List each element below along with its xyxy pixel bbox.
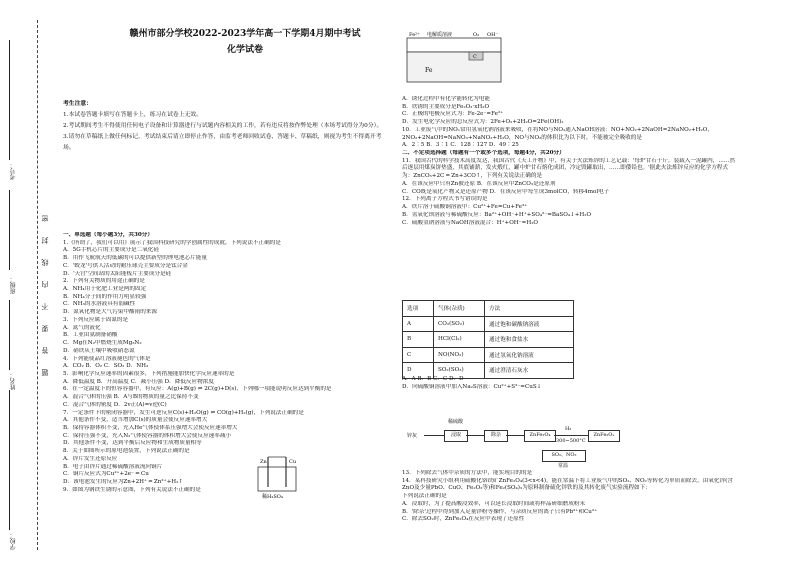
flow-reagent: 稀硫酸 <box>448 419 464 425</box>
school-label: 学校： <box>10 532 17 550</box>
question-line: 10．工业废气中的NOₓ常用氢氧化钠溶液来吸收，在将NO与NO₂通入NaOH溶液：NO+NO₂+2NaOH=2NaNO₂+H₂O，2NO₂+2NaOH=NaNO₃+NaNO₂+H₂O，NO与NO₂的体积比为以下时，不能被完全吸收的是 <box>402 126 713 141</box>
question-line: D．'天宫'空间站的太阳能板片主要成分是硅 <box>63 270 172 277</box>
question-line: 4．下列能使品红溶液褪色的气体是 <box>63 355 151 362</box>
table-cell: 通过饱和食盐水 <box>485 332 574 348</box>
seal-char: 要 <box>41 325 49 332</box>
question-line: C．Mg在N₂中燃烧生成Mg₃N₂ <box>63 340 142 347</box>
table-header-row <box>403 301 574 317</box>
exam-title: 赣州市部分学校2022-2023学年高一下学期4月期中考试 <box>129 29 361 39</box>
fe-label: Fe <box>425 67 433 74</box>
q13-answer-options: A．A B．B C．C D．D <box>402 376 464 382</box>
seal-char: 题 <box>41 369 49 376</box>
table-cell: CO₂(SO₂) <box>434 316 485 332</box>
question-line: C．混合气体的密度 D．2v正(A)=v逆(C) <box>63 401 167 408</box>
table-cell: D <box>403 363 434 379</box>
flow-step: 锌灰 <box>407 433 418 439</box>
question-line: C．硫酸氢钠溶液与NaOH溶液混合：H⁺+OH⁻=H₂O <box>402 219 539 226</box>
right-question-column-bottom <box>402 470 737 524</box>
question-line: B．工业由氨制备硝酸 <box>63 332 118 339</box>
binding-rule <box>9 300 10 370</box>
question-line: 5．影响化学反应速率的因素很多，下列措施能加快化学反应速率的是 <box>63 370 235 377</box>
question-line: C．'蛟龙'号供人活动的耐压球壳主要成分是钛合金 <box>63 262 188 269</box>
acid-label: 稀H₂SO₄ <box>262 494 283 499</box>
binding-strip <box>0 0 58 562</box>
seal-char: 内 <box>41 281 49 288</box>
question-line: A．锈化过程中有化学能转化为电能 <box>402 96 490 102</box>
exam-subtitle: 化学试卷 <box>226 45 263 55</box>
question-line: 14．某科技研究小组利用硫酸化铬铁矿ZnFe₂O₄(3<x<4)，能在常温下将工业废气中的SO₂、NO₂等转化为单质而除去，由氧化锌(含ZnO及少量PbO、CuO、Fe₂O₃等)和Fe₂(SO₄)₃为原料制备硫化锌铁的及其转化废气实验流程如下： <box>402 477 733 492</box>
question-line: A．在该反应中只有Zn被还原 B．在该反应中ZnCO₃是还原剂 <box>402 180 556 187</box>
question-line: 2．下列有关物质的用途正确的是 <box>63 278 145 285</box>
seal-char: 线 <box>41 259 49 266</box>
question-line: A．氮气的液化 <box>63 324 101 331</box>
table-cell: A <box>403 316 434 332</box>
table-cell: 通过氢氧化钠溶液 <box>485 347 574 363</box>
binding-rule <box>9 190 10 270</box>
seal-char: 封 <box>41 237 49 244</box>
question-line: C．除去SO₂时，ZnFe₂O₄在反应中表现了还原性 <box>402 516 525 523</box>
question-line: D．该电池发生的反应为Zn+2H⁺ ═ Zn²⁺+H₂↑ <box>63 479 184 485</box>
question-line: C．正极的电极反应式为：Fe-2e⁻=Fe²⁺ <box>402 111 504 118</box>
question-line: 二、不定项选择题（每题有一个或多个选项，每题4分，共20分） <box>402 150 565 157</box>
seal-char: 密 <box>41 215 49 222</box>
question-line: 12．下列离子方程式书写错误的是 <box>402 196 488 203</box>
flow-reagent: 常温 <box>558 463 569 469</box>
table-cell: 通过饱和碳酸钠溶液 <box>485 316 574 332</box>
question-line: 一、单选题（每小题3分，共30分） <box>63 232 153 238</box>
table-cell: NO(NO₂) <box>434 347 485 363</box>
flow-arrow <box>506 435 524 436</box>
question-line: 7．一定条件下的密闭容器中，发生可逆反应C(s)+H₂O(g) ⇌ CO(g)+H₂(g)，下列说法正确的是 <box>63 409 304 416</box>
question-line: D．向硫酸铜溶液中加入Na₂S溶液：Cu²⁺+S²⁻=CuS↓ <box>402 383 542 390</box>
table-header-cell: 选项 <box>403 301 434 317</box>
iron-block <box>407 52 501 82</box>
flow-step: 浸取 <box>444 430 468 442</box>
left-question-column <box>63 232 393 494</box>
class-label: 班级： <box>10 276 17 294</box>
table-cell: SO₂(SO₃) <box>434 363 485 379</box>
question-line: 下列说法正确的是 <box>402 493 447 500</box>
note-item: 1.本试卷答题卡填写在答题卡上，练习在试卷上无效。 <box>63 112 202 118</box>
table-row <box>403 316 574 332</box>
table-row <box>403 332 574 348</box>
question-line: B．'除杂'过程中得到加入足量锌粉等操作，与杂质反应的离子只有Pb²⁺和Cu²⁺ <box>402 508 598 515</box>
seal-dashed-line <box>37 20 38 550</box>
zn-label: Zn <box>260 459 267 465</box>
oh-label: OH⁻ <box>487 32 499 38</box>
table-cell: 通过澄清石灰水 <box>485 363 574 379</box>
question-line: C．保持压强不变，充入N₂气体使容器的体积增大会使反应速率减小 <box>63 432 232 439</box>
flow-arrow <box>554 435 588 436</box>
question-line: D．其他条件不变，达到平衡后反应物和生成物质量相等 <box>63 440 202 447</box>
table-row <box>403 347 574 363</box>
galvanic-cell-diagram <box>252 453 302 499</box>
seal-char: 不 <box>41 303 49 310</box>
electrolyte-layer <box>407 38 501 52</box>
question-line: 8．关于如图所示的原电池装置，下列说法正确的是 <box>63 448 190 455</box>
question-line: 1.《所谓了，我们可以用》展示了我国科技研究的学创属性的成就，下列说法不正确的是 <box>63 239 281 246</box>
question-line: 11．我国古代的科学技术高度发达，我国古代《天工开物》中，有关于火法炼锌的工艺记载：'每炉甘石十斤，装载入一泥罐内，……然后逐层用煤炭饼垫盛，其底铺薪，发火煅红，罐中炉甘石熔化成团，冷定毁罐取出，……即倭铅也。'据此火法炼锌反应的化学方程式为：ZnCO₃+2C ═ Zn+3CO↑，下列有关说法正确的是 <box>402 157 736 180</box>
flow-reagent: SO₂、NO₂ <box>542 450 586 462</box>
electrolyte-label: 电解质溶液 <box>427 32 453 38</box>
flow-reagent: H₂ <box>565 426 572 432</box>
question-line: B．电子由锌片通过稀硫酸溶液流向铜片 <box>63 463 163 470</box>
question-line: B．用作飞航航天的低碳的可以提供新型的锂电池芯片能量 <box>63 255 207 262</box>
flow-arrow <box>466 435 484 436</box>
question-line: 3．下列反应属于固氮的是 <box>63 316 129 323</box>
question-line: 9．如图为钢铁生锈的示意图，下列有关说法不正确的是 <box>63 486 201 493</box>
question-line: D．发生电化学反应的总反应式为：2Fe+O₂+2H₂O=2Fe(OH)₂ <box>402 119 564 126</box>
right-question-column-lower <box>402 376 737 391</box>
question-line: B．铁锈的主要成分是Fe₂O₃·xH₂O <box>402 103 490 110</box>
binding-rule <box>9 390 10 530</box>
question-line: 13．下列除去气体中杂质的方法中，能实现目的的是 <box>402 470 533 476</box>
fe2-label: Fe²⁺ <box>409 32 420 38</box>
question-line: A．锌片发生还原反应 <box>63 455 118 462</box>
note-item: 2.考试期间考生不得使用任何电子设备和计算器进行与试题内容相关的工作，若有违反将按作弊处理（本场考试得分为0分）。 <box>63 123 383 129</box>
question-line: A．CO₂ B．O₂ C．SO₂ D．NH₃ <box>63 363 149 370</box>
question-line: D．氮氧化物是大气污染中酸雨的来源 <box>63 309 157 316</box>
seal-char: 答 <box>41 347 49 354</box>
question-line: C．NH₃的水溶液具有弱碱性 <box>63 301 136 308</box>
question-line: C．铜片反应式为Cu²⁺+2e⁻ ═ Cu <box>63 471 149 478</box>
table-cell: HCl(Cl₂) <box>434 332 485 348</box>
question-line: B．NH₄分子间的作用力明显较强 <box>63 293 147 300</box>
q13-table <box>402 300 574 379</box>
question-line: D．硝铁从土壤中吸收硝态氮 <box>63 347 135 354</box>
o2-label: O₂ <box>473 32 480 38</box>
c-label: C <box>473 54 477 60</box>
question-line: B．氢氧化钡溶液与稀硫酸反应：Ba²⁺+OH⁻+H⁺+SO₄²⁻=BaSO₄↓+H₂O <box>402 211 592 218</box>
flow-reagent: 300~500°C <box>556 438 586 444</box>
exam-no-label: 考号： <box>10 162 17 180</box>
question-line: A．浸取时，为了提高酸浸效率，可以延长浸取时间或将样品研细磨成粉末 <box>402 500 586 507</box>
table-header-cell: 方法 <box>485 301 574 317</box>
rust-diagram <box>405 28 505 90</box>
question-line: A．混合气体的压强 B．A与B的物质的量之比保持不变 <box>63 394 199 401</box>
question-line: A．其他条件不变，适当增加C(s)的质量会使反应速率增大 <box>63 417 208 424</box>
question-line: 6．在一定温度下的恒容容器中，有反应：A(g)+B(g) ⇌ 2C(g)+D(s)，下列哪一项能说明反应达到平衡的是 <box>63 386 332 393</box>
table-cell: C <box>403 347 434 363</box>
exam-notes <box>63 99 393 154</box>
note-item: 3.请勿在草稿纸上做任何标记，考试结束后请立即停止作答，由监考老师回收试卷、答题卡、草稿纸，则视为考生不得离开考场。 <box>63 134 382 151</box>
question-line: A．5G手机芯片的主要成分是二氧化硅 <box>63 247 159 254</box>
question-line: A．降低温度 B．升高温度 C．减小压强 D．降低反应物浓度 <box>63 378 214 385</box>
question-line: B．保持容器体积不变，充入He气体使体系压强增大会使反应速率增大 <box>63 424 238 431</box>
flow-step: ZnFe₂Oₓ <box>588 430 620 442</box>
notes-heading: 考生注意： <box>63 101 92 107</box>
flow-arrow <box>424 435 444 436</box>
name-label: 姓名： <box>10 372 17 390</box>
question-line: A．铁片溶于硫酸铜溶液中：Cu²⁺+Fe=Cu+Fe³⁺ <box>402 204 528 211</box>
question-line: A．2∶5 B．3∶1 C．128∶127 D．49∶25 <box>402 142 519 149</box>
question-line: C．CO既是氧化产物又是还原产物 D．在该反应中每生成3molCO，转移4mol电子 <box>402 188 610 195</box>
cu-label: Cu <box>289 459 297 465</box>
question-line: A．NH₄用于化肥工业是两的固定 <box>63 286 147 293</box>
binding-rule <box>9 40 10 160</box>
table-cell: B <box>403 332 434 348</box>
flow-step: ZnFe₂O₄ <box>524 430 556 442</box>
table-header-cell: 气体(杂质) <box>434 301 485 317</box>
beaker <box>258 467 296 491</box>
flow-step: 除杂 <box>484 430 508 442</box>
right-question-column <box>402 96 737 227</box>
